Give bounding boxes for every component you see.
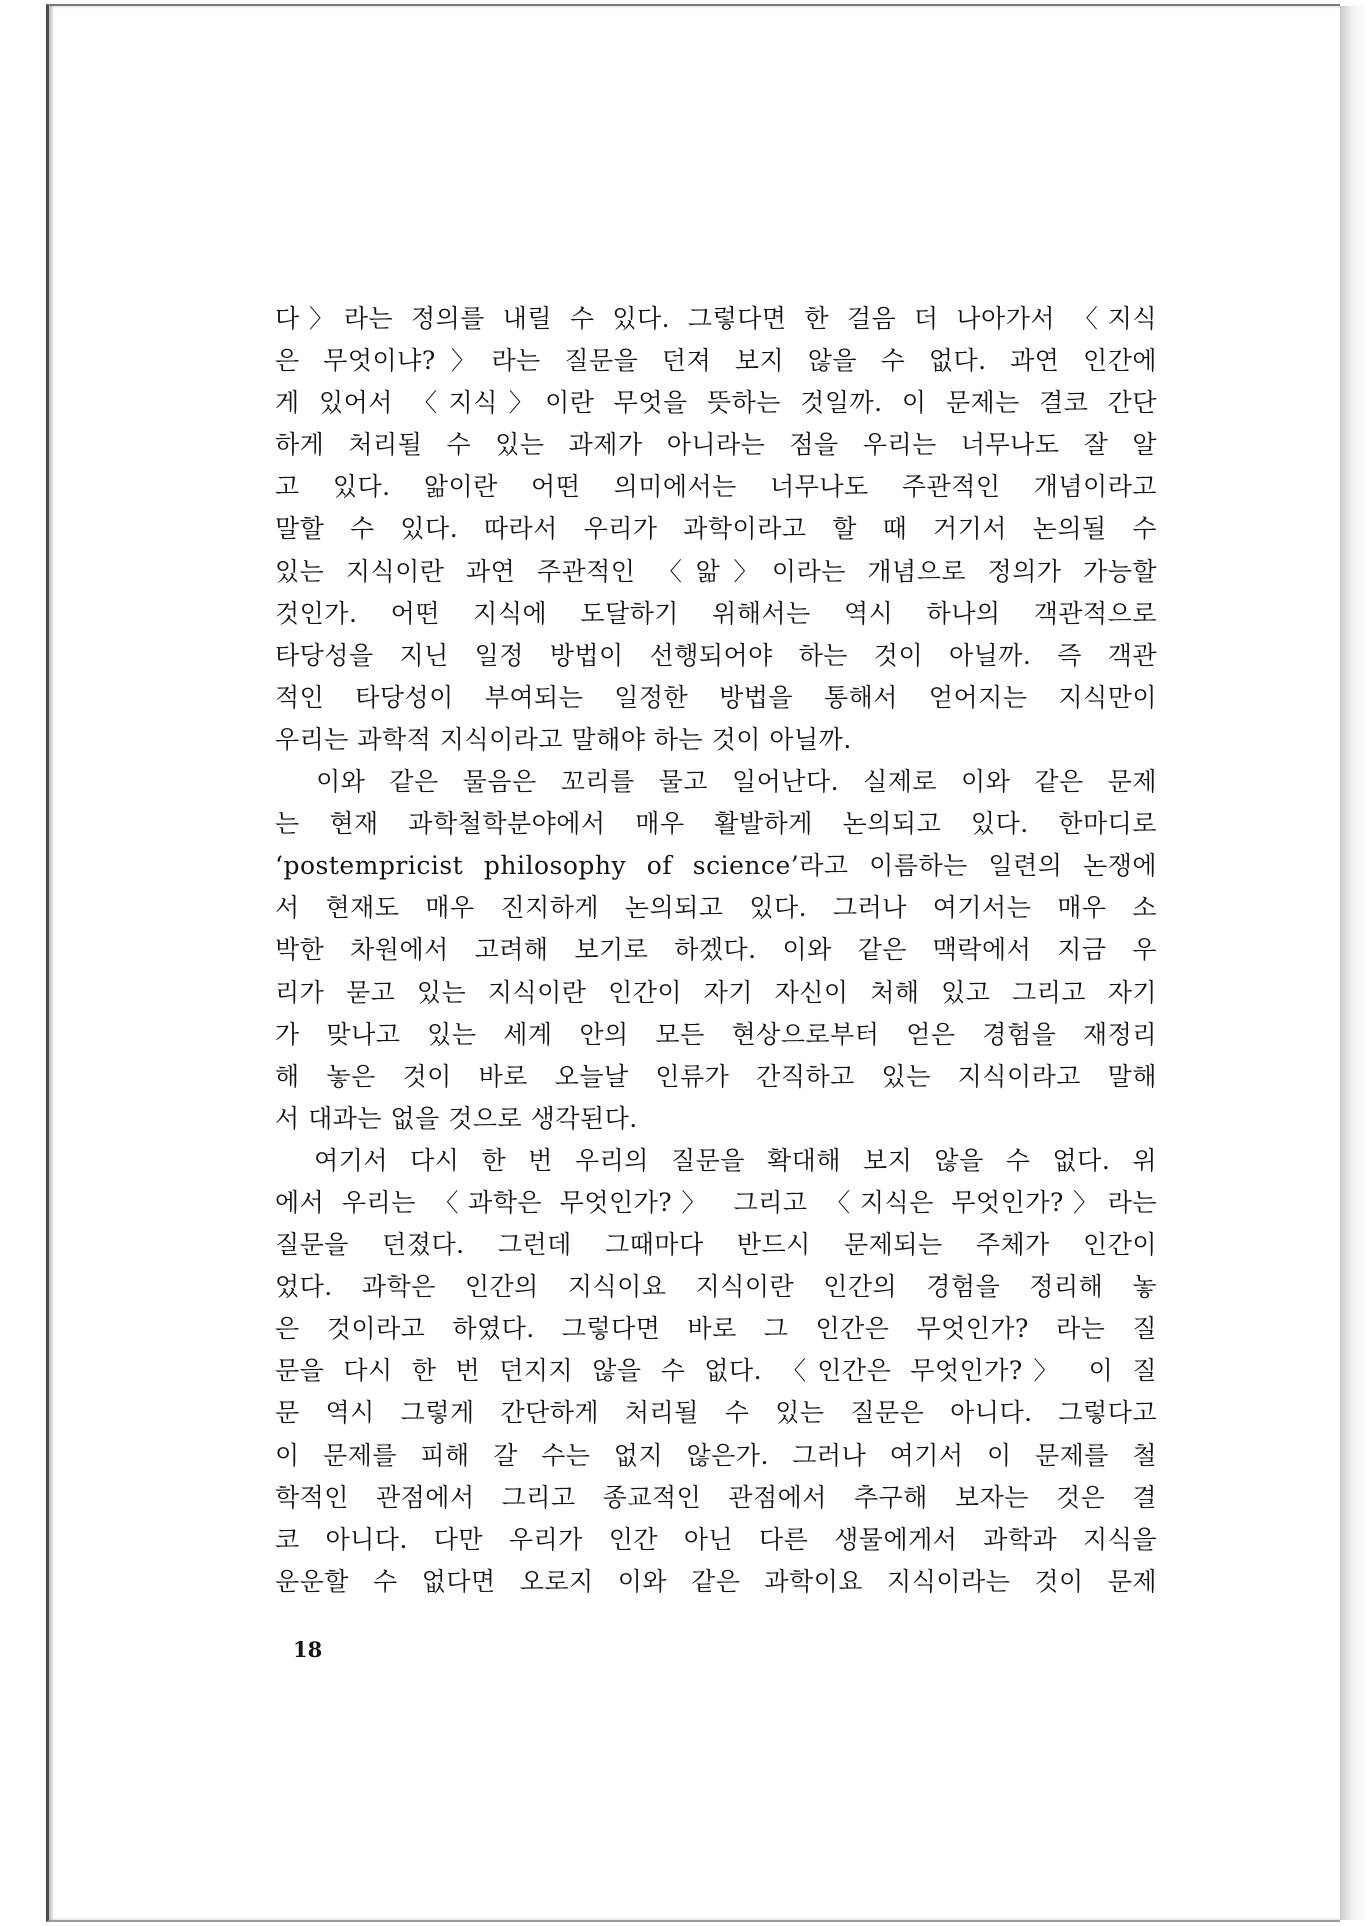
text-line: 학적인 관점에서 그리고 종교적인 관점에서 추구해 보자는 것은 결 [275, 1482, 1157, 1512]
text-line: 적인 타당성이 부여되는 일정한 방법을 통해서 얻어지는 지식만이 [275, 682, 1157, 712]
text-line: 은 것이라고 하였다. 그렇다면 바로 그 인간은 무엇인가? 라는 질 [275, 1314, 1157, 1344]
page-body-text [275, 298, 1157, 1603]
text-line: 서 현재도 매우 진지하게 논의되고 있다. 그러나 여기서는 매우 소 [275, 893, 1157, 923]
text-line: 질문을 던졌다. 그런데 그때마다 반드시 문제되는 주체가 인간이 [275, 1230, 1157, 1260]
text-line: 하게 처리될 수 있는 과제가 아니라는 점을 우리는 너무나도 잘 알 [275, 430, 1157, 460]
text-line: 에서 우리는 〈과학은 무엇인가?〉 그리고 〈지식은 무엇인가?〉라는 [275, 1187, 1157, 1217]
text-line: 고 있다. 앎이란 어떤 의미에서는 너무나도 주관적인 개념이라고 [275, 472, 1157, 502]
paragraph-3 [275, 1140, 1157, 1603]
text-line: 타당성을 지닌 일정 방법이 선행되어야 하는 것이 아닐까. 즉 객관 [275, 640, 1157, 670]
text-line: ‘postempricist philosophy of science’라고 이름하는 일련의 논쟁에 [275, 851, 1157, 881]
text-line: 이 문제를 피해 갈 수는 없지 않은가. 그러나 여기서 이 문제를 철 [275, 1440, 1157, 1470]
text-line: 코 아니다. 다만 우리가 인간 아닌 다른 생물에게서 과학과 지식을 [275, 1524, 1157, 1554]
text-line: 문 역시 그렇게 간단하게 처리될 수 있는 질문은 아니다. 그렇다고 [275, 1398, 1157, 1428]
text-line: 다〉라는 정의를 내릴 수 있다. 그렇다면 한 걸음 더 나아가서 〈지식 [275, 304, 1157, 333]
paragraph-2 [275, 761, 1157, 1140]
text-line: 여기서 다시 한 번 우리의 질문을 확대해 보지 않을 수 없다. 위 [275, 1145, 1157, 1175]
text-line: 게 있어서 〈지식〉이란 무엇을 뜻하는 것일까. 이 문제는 결코 간단 [275, 388, 1157, 418]
text-line: 리가 묻고 있는 지식이란 인간이 자기 자신이 처해 있고 그리고 자기 [275, 977, 1157, 1007]
text-line: 가 맞나고 있는 세계 안의 모든 현상으로부터 얻은 경험을 재정리 [275, 1019, 1157, 1049]
text-line: 해 놓은 것이 바로 오늘날 인류가 간직하고 있는 지식이라고 말해 [275, 1061, 1157, 1091]
text-line: 것인가. 어떤 지식에 도달하기 위해서는 역시 하나의 객관적으로 [275, 598, 1157, 628]
text-line: 이와 같은 물음은 꼬리를 물고 일어난다. 실제로 이와 같은 문제 [275, 767, 1157, 797]
text-line: 있는 지식이란 과연 주관적인 〈앎〉이라는 개념으로 정의가 가능할 [275, 556, 1157, 586]
text-line: 말할 수 있다. 따라서 우리가 과학이라고 할 때 거기서 논의될 수 [275, 514, 1157, 544]
text-line: 서 대과는 없을 것으로 생각된다. [275, 1103, 638, 1133]
text-line: 은 무엇이냐?〉라는 질문을 던져 보지 않을 수 없다. 과연 인간에 [275, 346, 1157, 376]
text-line: 운운할 수 없다면 오로지 이와 같은 과학이요 지식이라는 것이 문제 [275, 1566, 1157, 1596]
text-line: 었다. 과학은 인간의 지식이요 지식이란 인간의 경험을 정리해 놓 [275, 1272, 1157, 1302]
text-line: 문을 다시 한 번 던지지 않을 수 없다. 〈인간은 무엇인가?〉 이 질 [275, 1356, 1157, 1386]
paragraph-1 [275, 298, 1157, 761]
text-line: 박한 차원에서 고려해 보기로 하겠다. 이와 같은 맥락에서 지금 우 [275, 935, 1157, 965]
page-number: 18 [293, 1637, 323, 1662]
text-line: 우리는 과학적 지식이라고 말해야 하는 것이 아닐까. [275, 724, 852, 754]
text-line: 는 현재 과학철학분야에서 매우 활발하게 논의되고 있다. 한마디로 [275, 809, 1157, 839]
